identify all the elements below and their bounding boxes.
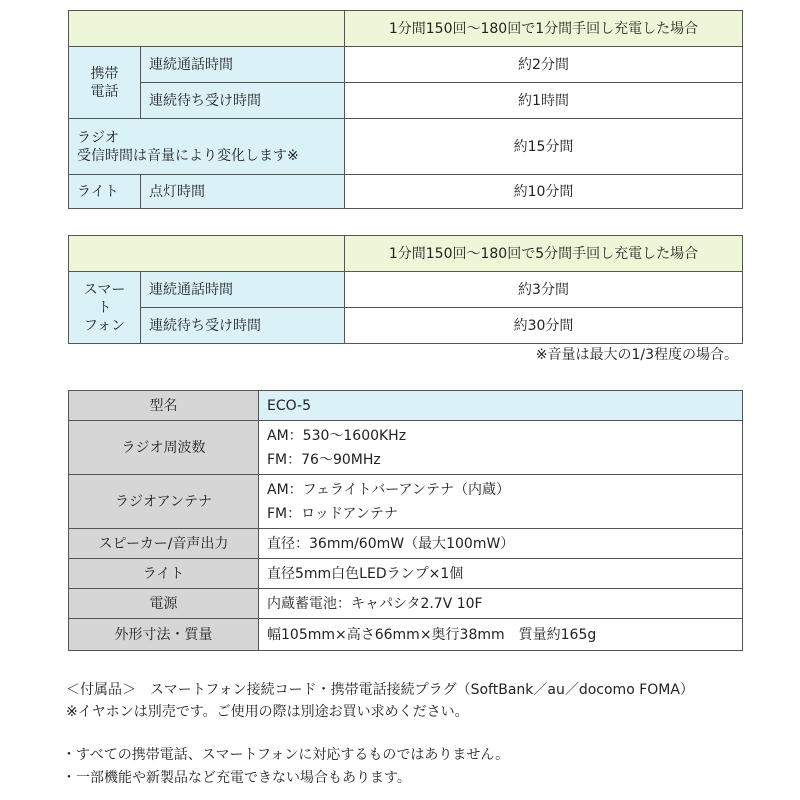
light-sub-label: 点灯時間	[141, 175, 345, 209]
radio-label: ラジオ 受信時間は音量により変化します※	[69, 119, 345, 175]
radio-antenna-label: ラジオアンテナ	[69, 475, 259, 529]
radio-frequency-value: AM：530〜1600KHz FM：76〜90MHz	[259, 421, 743, 475]
mobile-phone-label: 携帯 電話	[69, 47, 141, 119]
earphone-note: ※イヤホンは別売です。ご使用の際は別途お買い求めください。	[66, 704, 469, 720]
standby-time-value: 約1時間	[345, 83, 743, 119]
dimensions-label: 外形寸法・質量	[69, 619, 259, 651]
light-value: 直径5mm白色LEDランプ×1個	[259, 559, 743, 589]
charge-1min-table	[68, 10, 743, 209]
dimensions-value: 幅105mm×高さ66mm×奥行38mm 質量約165g	[259, 619, 743, 651]
power-label: 電源	[69, 589, 259, 619]
light-label: ライト	[69, 175, 141, 209]
speaker-label: スピーカー/音声出力	[69, 529, 259, 559]
talk-time-label: 連続通話時間	[141, 47, 345, 83]
table1-header: 1分間150回〜180回で1分間手回し充電した場合	[345, 11, 743, 47]
table2-header: 1分間150回〜180回で5分間手回し充電した場合	[345, 236, 743, 272]
talk-time-value: 約2分間	[345, 47, 743, 83]
accessories-note: ＜付属品＞ スマートフォン接続コード・携帯電話接続プラグ（SoftBank／au／docomo FOMA）	[66, 682, 694, 698]
compatibility-note: ・すべての携帯電話、スマートフォンに対応するものではありません。	[62, 747, 510, 763]
standby-time-label: 連続待ち受け時間	[141, 308, 345, 344]
volume-footnote: ※音量は最大の1/3程度の場合。	[535, 347, 738, 363]
model-value: ECO-5	[259, 391, 743, 421]
radio-antenna-value: AM：フェライトバーアンテナ（内蔵） FM：ロッドアンテナ	[259, 475, 743, 529]
light-value: 約10分間	[345, 175, 743, 209]
light-label: ライト	[69, 559, 259, 589]
radio-value: 約15分間	[345, 119, 743, 175]
talk-time-value: 約3分間	[345, 272, 743, 308]
smartphone-label: スマート フォン	[69, 272, 141, 344]
speaker-value: 直径：36mm/60mW（最大100mW）	[259, 529, 743, 559]
standby-time-label: 連続待ち受け時間	[141, 83, 345, 119]
radio-frequency-label: ラジオ周波数	[69, 421, 259, 475]
spec-table	[68, 390, 743, 651]
model-label: 型名	[69, 391, 259, 421]
talk-time-label: 連続通話時間	[141, 272, 345, 308]
charging-note: ・一部機能や新製品など充電できない場合もあります。	[62, 770, 411, 786]
charge-5min-table	[68, 235, 743, 344]
power-value: 内蔵蓄電池：キャパシタ2.7V 10F	[259, 589, 743, 619]
standby-time-value: 約30分間	[345, 308, 743, 344]
